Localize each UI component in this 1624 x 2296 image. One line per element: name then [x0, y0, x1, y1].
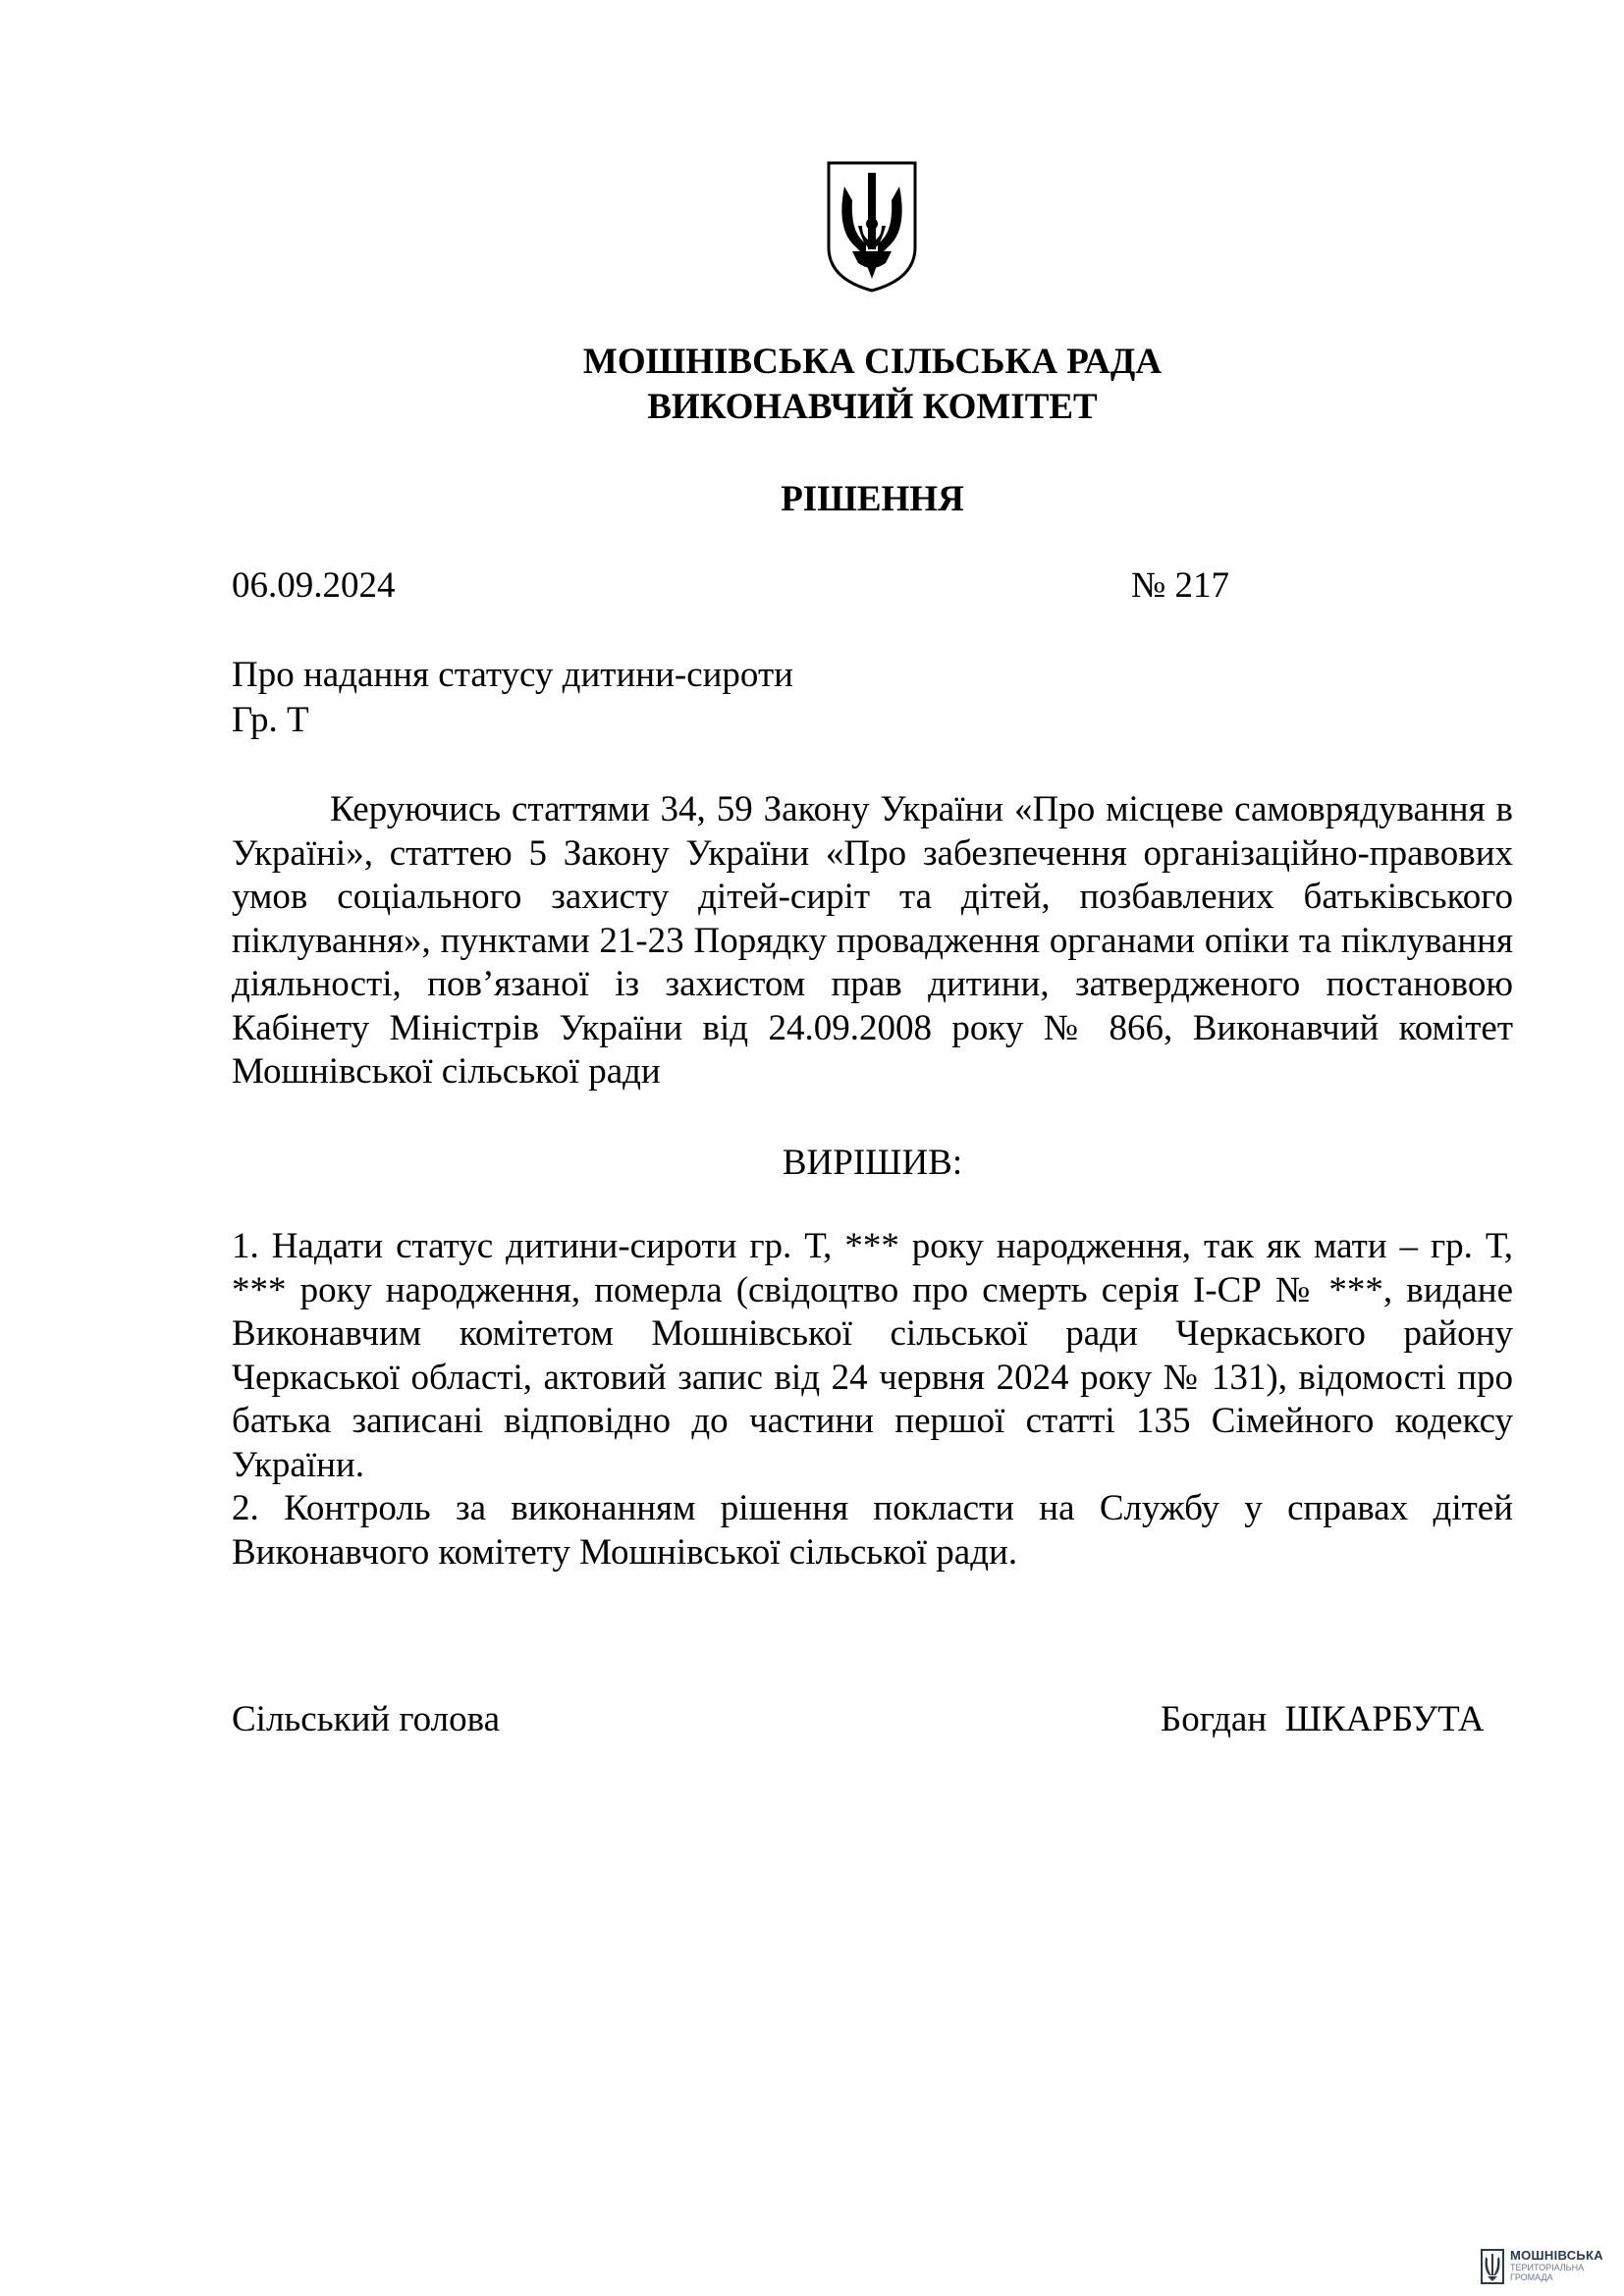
signature-title: Сільський голова	[232, 1699, 501, 1739]
resolved-heading: ВИРІШИВ:	[782, 1143, 963, 1183]
decision-item-1: 1. Надати статус дитини-сироти гр. Т, *** року народження, так як мати – гр. Т, *** року народження, померла (свідоцтво про смерть серія І-СР № ***, видане Виконавчим комітетом Мошнівської сільської ради Черкаського району Черкаської області, актовий запис від 24 червня 2024 року № 131), відомості про батька записані відповідно до частини першої статті 135 Сімейного кодексу України.	[232, 1226, 1513, 1485]
document-type: РІШЕННЯ	[781, 479, 964, 519]
community-logo	[1481, 2249, 1618, 2288]
organization-name: МОШНІВСЬКА СІЛЬСЬКА РАДА	[582, 342, 1163, 382]
community-brand: МОШНІВСЬКА	[1510, 2248, 1603, 2263]
subject-line-2: Гр. Т	[232, 700, 309, 740]
subject-line-1: Про надання статусу дитини-сироти	[232, 655, 793, 695]
preamble-paragraph: Керуючись статтями 34, 59 Закону України «Про місцеве самоврядування в Україні», статтею 5 Закону України «Про забезпечення організаційно-правових умов соціального захисту дітей-сиріт та дітей, позбавлених батьківського піклування», пунктами 21-23 Порядку провадження органами опіки та піклування діяльності, пов’язаної із захистом прав дитини, затвердженого постановою Кабінету Міністрів України від 24.09.2008 року № 866, Виконавчий комітет Мошнівської сільської ради	[232, 789, 1513, 1092]
coat-of-arms-icon	[823, 157, 921, 294]
community-tagline: ТЕРИТОРІАЛЬНА ГРОМАДА	[1510, 2263, 1585, 2282]
community-trident-icon	[1481, 2249, 1504, 2284]
signature-name: Богдан ШКАРБУТА	[1161, 1699, 1485, 1739]
committee-name: ВИКОНАВЧИЙ КОМІТЕТ	[647, 387, 1098, 427]
document-subject	[232, 653, 793, 743]
document-date: 06.09.2024	[232, 565, 396, 606]
decision-item-2: 2. Контроль за виконанням рішення покласти на Службу у справах дітей Виконавчого комітету Мошнівської сільської ради.	[232, 1488, 1513, 1573]
decision-items	[232, 1225, 1513, 1575]
organization-header	[232, 340, 1513, 430]
document-number: № 217	[1131, 565, 1230, 606]
